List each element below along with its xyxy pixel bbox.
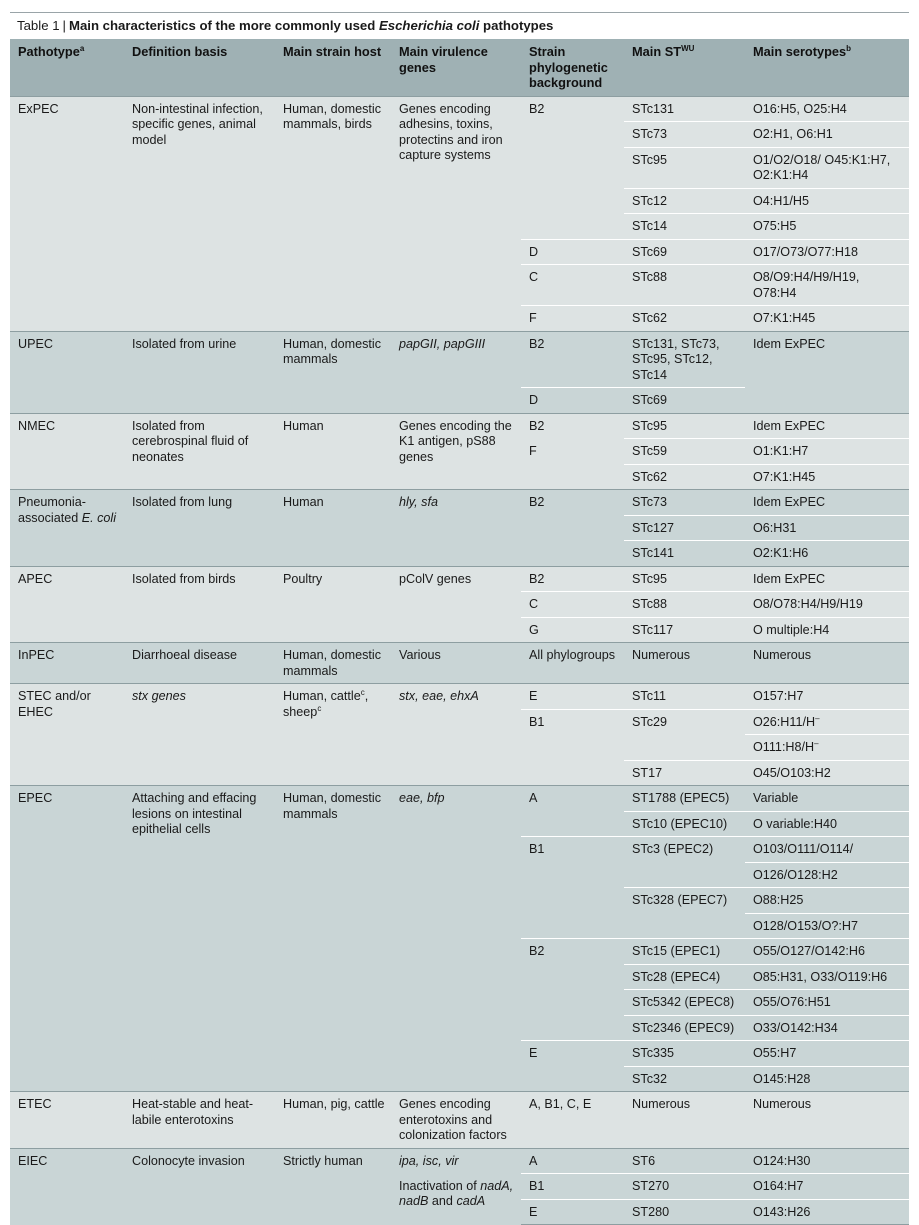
caption-title: Main characteristics of the more commonly used Escherichia coli pathotypes bbox=[68, 18, 554, 33]
serotype-cell: O55/O127/O142:H6 bbox=[745, 939, 909, 965]
serotype-cell: O16:H5, O25:H4 bbox=[745, 96, 909, 122]
st-cell: STc131, STc73, STc95, STc12, STc14 bbox=[624, 331, 745, 388]
definition-cell: Isolated from birds bbox=[124, 566, 275, 643]
st-cell: STc141 bbox=[624, 541, 745, 567]
host-cell: Human, domestic mammals bbox=[275, 643, 391, 684]
serotype-cell: O88:H25 bbox=[745, 888, 909, 914]
phylo-cell: B2 bbox=[521, 413, 624, 439]
serotype-cell: O1/O2/O18/ O45:K1:H7, O2:K1:H4 bbox=[745, 147, 909, 188]
host-cell: Human, pig, cattle bbox=[275, 1092, 391, 1149]
definition-cell: Isolated from lung bbox=[124, 490, 275, 567]
st-cell: ST270 bbox=[624, 1174, 745, 1200]
definition-cell: Isolated from urine bbox=[124, 331, 275, 413]
serotype-cell: O8/O78:H4/H9/H19 bbox=[745, 592, 909, 618]
phylo-cell: A bbox=[521, 786, 624, 837]
pathotype-cell: NMEC bbox=[10, 413, 124, 490]
st-cell: STc14 bbox=[624, 214, 745, 240]
phylo-cell: F bbox=[521, 439, 624, 490]
serotype-cell: O multiple:H4 bbox=[745, 617, 909, 643]
header-virulence: Main virulence genes bbox=[391, 39, 521, 96]
phylo-cell: B1 bbox=[521, 709, 624, 786]
serotype-cell: O4:H1/H5 bbox=[745, 188, 909, 214]
pathotype-cell: UPEC bbox=[10, 331, 124, 413]
host-cell: Human bbox=[275, 413, 391, 490]
serotype-cell: O1:K1:H7 bbox=[745, 439, 909, 465]
phylo-cell: E bbox=[521, 1041, 624, 1092]
pathotype-cell: APEC bbox=[10, 566, 124, 643]
pathotype-cell: Pneumonia-associated E. coli bbox=[10, 490, 124, 567]
st-cell: STc328 (EPEC7) bbox=[624, 888, 745, 939]
header-st: Main $ST^{WU}$ bbox=[624, 39, 745, 96]
host-cell: Poultry bbox=[275, 566, 391, 643]
serotype-cell: O6:H31 bbox=[745, 515, 909, 541]
serotype-cell: O26:H11/H– bbox=[745, 709, 909, 735]
st-cell: STc127 bbox=[624, 515, 745, 541]
pathotype-cell: ETEC bbox=[10, 1092, 124, 1149]
virulence-cell: Various bbox=[391, 643, 521, 684]
definition-cell: Attaching and effacing lesions on intestinal epithelial cells bbox=[124, 786, 275, 1092]
st-cell: STc5342 (EPEC8) bbox=[624, 990, 745, 1016]
virulence-cell: papGII, papGIII bbox=[391, 331, 521, 413]
serotype-cell: O124:H30 bbox=[745, 1148, 909, 1174]
st-cell: STc12 bbox=[624, 188, 745, 214]
serotype-cell: Idem ExPEC bbox=[745, 413, 909, 439]
pathotypes-table bbox=[10, 39, 909, 1225]
serotype-cell: O103/O111/O114/ bbox=[745, 837, 909, 863]
st-cell: STc29 bbox=[624, 709, 745, 760]
definition-cell: Diarrhoeal disease bbox=[124, 643, 275, 684]
serotype-cell: O75:H5 bbox=[745, 214, 909, 240]
serotype-cell: Idem ExPEC bbox=[745, 566, 909, 592]
caption-label: Table 1 bbox=[17, 18, 60, 33]
phylo-cell: A, B1, C, E bbox=[521, 1092, 624, 1149]
header-definition: Definition basis bbox=[124, 39, 275, 96]
st-cell: STc2346 (EPEC9) bbox=[624, 1015, 745, 1041]
st-cell: STc95 bbox=[624, 147, 745, 188]
st-cell: STc11 bbox=[624, 684, 745, 710]
phylo-cell: B2 bbox=[521, 331, 624, 388]
virulence-cell: Genes encoding the K1 antigen, pS88 genes bbox=[391, 413, 521, 490]
table-row bbox=[10, 490, 909, 516]
definition-cell: stx genes bbox=[124, 684, 275, 786]
st-cell: STc73 bbox=[624, 122, 745, 148]
serotype-cell: O157:H7 bbox=[745, 684, 909, 710]
serotype-cell: O7:K1:H45 bbox=[745, 464, 909, 490]
st-cell: STc69 bbox=[624, 239, 745, 265]
table-row bbox=[10, 786, 909, 812]
serotype-cell: Variable bbox=[745, 786, 909, 812]
virulence-cell: eae, bfp bbox=[391, 786, 521, 1092]
serotype-cell: O128/O153/O?:H7 bbox=[745, 913, 909, 939]
serotype-cell: O85:H31, O33/O119:H6 bbox=[745, 964, 909, 990]
serotype-cell: O33/O142:H34 bbox=[745, 1015, 909, 1041]
st-cell: STc28 (EPEC4) bbox=[624, 964, 745, 990]
host-cell: Strictly human bbox=[275, 1148, 391, 1225]
st-cell: ST280 bbox=[624, 1199, 745, 1225]
serotype-cell: O55:H7 bbox=[745, 1041, 909, 1067]
virulence-cell: Genes encoding adhesins, toxins, protectins and iron capture systems bbox=[391, 96, 521, 331]
serotype-cell: O variable:H40 bbox=[745, 811, 909, 837]
serotype-cell: Idem ExPEC bbox=[745, 331, 909, 413]
st-cell: STc95 bbox=[624, 413, 745, 439]
caption-separator: | bbox=[62, 18, 66, 33]
header-host: Main strain host bbox=[275, 39, 391, 96]
phylo-cell: F bbox=[521, 306, 624, 332]
virulence-cell: Genes encoding enterotoxins and colonization factors bbox=[391, 1092, 521, 1149]
virulence-cell: hly, sfa bbox=[391, 490, 521, 567]
serotype-cell: O45/O103:H2 bbox=[745, 760, 909, 786]
table-row bbox=[10, 643, 909, 684]
pathotype-cell: InPEC bbox=[10, 643, 124, 684]
virulence-cell: stx, eae, ehxA bbox=[391, 684, 521, 786]
phylo-cell: A bbox=[521, 1148, 624, 1174]
st-cell: STc15 (EPEC1) bbox=[624, 939, 745, 965]
table-caption bbox=[17, 18, 553, 33]
serotype-cell: O2:K1:H6 bbox=[745, 541, 909, 567]
st-cell: STc88 bbox=[624, 265, 745, 306]
st-cell: STc62 bbox=[624, 464, 745, 490]
st-cell: STc335 bbox=[624, 1041, 745, 1067]
pathotype-cell: ExPEC bbox=[10, 96, 124, 331]
phylo-cell: E bbox=[521, 1199, 624, 1225]
host-cell: Human, domestic mammals bbox=[275, 331, 391, 413]
st-cell: STc69 bbox=[624, 388, 745, 414]
serotype-cell: O55/O76:H51 bbox=[745, 990, 909, 1016]
definition-cell: Isolated from cerebrospinal fluid of neonates bbox=[124, 413, 275, 490]
st-cell: Numerous bbox=[624, 1092, 745, 1149]
serotype-cell: O143:H26 bbox=[745, 1199, 909, 1225]
phylo-cell: All phylogroups bbox=[521, 643, 624, 684]
serotype-cell: O7:K1:H45 bbox=[745, 306, 909, 332]
table-row bbox=[10, 1092, 909, 1149]
pathotype-cell: EPEC bbox=[10, 786, 124, 1092]
table-row bbox=[10, 331, 909, 388]
table-row bbox=[10, 684, 909, 710]
serotype-cell: O164:H7 bbox=[745, 1174, 909, 1200]
serotype-cell: O8/O9:H4/H9/H19, O78:H4 bbox=[745, 265, 909, 306]
top-rule bbox=[10, 12, 909, 13]
definition-cell: Heat-stable and heat-labile enterotoxins bbox=[124, 1092, 275, 1149]
phylo-cell: G bbox=[521, 617, 624, 643]
phylo-cell: B2 bbox=[521, 939, 624, 1041]
pathotype-cell: STEC and/or EHEC bbox=[10, 684, 124, 786]
st-cell: STc131 bbox=[624, 96, 745, 122]
serotype-cell: O17/O73/O77:H18 bbox=[745, 239, 909, 265]
host-cell: Human, domestic mammals bbox=[275, 786, 391, 1092]
st-cell: Numerous bbox=[624, 643, 745, 684]
phylo-cell: B2 bbox=[521, 96, 624, 239]
st-cell: STc88 bbox=[624, 592, 745, 618]
table-header bbox=[10, 39, 909, 96]
phylo-cell: B2 bbox=[521, 490, 624, 567]
st-cell: ST6 bbox=[624, 1148, 745, 1174]
header-pathotype: Pathotype$^a$ bbox=[10, 39, 124, 96]
phylo-cell: D bbox=[521, 388, 624, 414]
host-cell: Human bbox=[275, 490, 391, 567]
serotype-cell: Numerous bbox=[745, 1092, 909, 1149]
table-row bbox=[10, 413, 909, 439]
virulence-cell: ipa, isc, vir bbox=[391, 1148, 521, 1174]
table-row bbox=[10, 566, 909, 592]
phylo-cell: C bbox=[521, 592, 624, 618]
header-serotypes: Main serotypes$^b$ bbox=[745, 39, 909, 96]
st-cell: STc62 bbox=[624, 306, 745, 332]
st-cell: STc73 bbox=[624, 490, 745, 516]
definition-cell: Non-intestinal infection, specific genes, animal model bbox=[124, 96, 275, 331]
phylo-cell: D bbox=[521, 239, 624, 265]
st-cell: STc59 bbox=[624, 439, 745, 465]
serotype-cell: O111:H8/H– bbox=[745, 735, 909, 761]
serotype-cell: O145:H28 bbox=[745, 1066, 909, 1092]
st-cell: ST17 bbox=[624, 760, 745, 786]
st-cell: STc10 (EPEC10) bbox=[624, 811, 745, 837]
phylo-cell: B1 bbox=[521, 1174, 624, 1200]
phylo-cell: C bbox=[521, 265, 624, 306]
table-row bbox=[10, 1148, 909, 1174]
serotype-cell: Numerous bbox=[745, 643, 909, 684]
host-cell: Human, domestic mammals, birds bbox=[275, 96, 391, 331]
st-cell: STc117 bbox=[624, 617, 745, 643]
host-cell: Human, cattle$^c$, sheep$^c$ bbox=[275, 684, 391, 786]
virulence-cell: Inactivation of nadA, nadB and cadA bbox=[391, 1174, 521, 1225]
serotype-cell: O126/O128:H2 bbox=[745, 862, 909, 888]
st-cell: STc32 bbox=[624, 1066, 745, 1092]
serotype-cell: O2:H1, O6:H1 bbox=[745, 122, 909, 148]
st-cell: ST1788 (EPEC5) bbox=[624, 786, 745, 812]
pathotype-cell: EIEC bbox=[10, 1148, 124, 1225]
header-phylo: Strain phylogenetic background bbox=[521, 39, 624, 96]
serotype-cell: Idem ExPEC bbox=[745, 490, 909, 516]
st-cell: STc95 bbox=[624, 566, 745, 592]
st-cell: STc3 (EPEC2) bbox=[624, 837, 745, 888]
phylo-cell: E bbox=[521, 684, 624, 710]
phylo-cell: B1 bbox=[521, 837, 624, 939]
phylo-cell: B2 bbox=[521, 566, 624, 592]
definition-cell: Colonocyte invasion bbox=[124, 1148, 275, 1225]
virulence-cell: pColV genes bbox=[391, 566, 521, 643]
table-row bbox=[10, 96, 909, 122]
